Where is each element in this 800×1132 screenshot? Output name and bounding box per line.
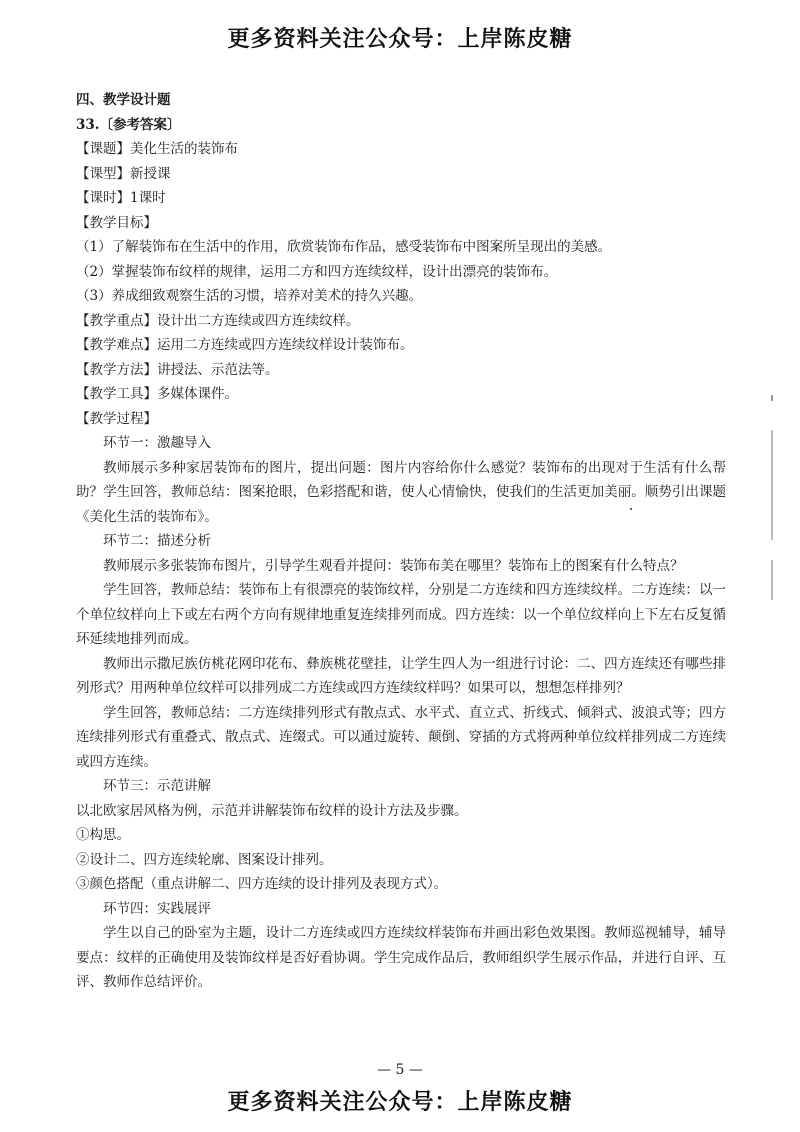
document-body xyxy=(76,88,726,995)
step3-paragraph: 以北欧家居风格为例，示范并讲解装饰布纹样的设计方法及步骤。 xyxy=(76,802,468,819)
goal-1: （1）了解装饰布在生活中的作用，欣赏装饰布作品，感受装饰布中图案所呈现出的美感。 xyxy=(76,239,612,255)
step4-title: 环节四：实践展评 xyxy=(103,900,211,917)
lesson-type: 【课型】新授课 xyxy=(76,165,171,182)
footer-banner: 更多资料关注公众号：上岸陈皮糖 xyxy=(227,1090,573,1115)
difficulty: 【教学难点】运用二方连续或四方连续纹样设计装饰布。 xyxy=(76,337,414,353)
goal-3: （3）养成细致观察生活的习惯，培养对美术的持久兴趣。 xyxy=(76,288,423,304)
step1-paragraph: 教师展示多种家居装饰布的图片，提出问题：图片内容给你什么感觉？装饰布的出现对于生活有什么帮助？学生回答，教师总结：图案抢眼，色彩搭配和谐，使人心情愉快，使我们的生活更加美丽。顺势引出课题《美化生活的装饰布》。 xyxy=(76,459,726,525)
step2-paragraph-4: 学生回答，教师总结：二方连续排列形式有散点式、水平式、直立式、折线式、倾斜式、波浪式等；四方连续排列形式有重叠式、散点式、连缀式。可以通过旋转、颠倒、穿插的方式将两种单位纹样排列成二方连续或四方连续。 xyxy=(76,704,726,770)
step4-paragraph: 学生以自己的卧室为主题，设计二方连续或四方连续纹样装饰布并画出彩色效果图。教师巡视辅导，辅导要点：纹样的正确使用及装饰纹样是否好看协调。学生完成作品后，教师组织学生展示作品，并进行自评、互评、教师作总结评价。 xyxy=(76,925,726,990)
key-point: 【教学重点】设计出二方连续或四方连续纹样。 xyxy=(76,312,360,329)
question-number: 33.〔参考答案〕 xyxy=(76,116,181,133)
goals-heading: 【教学目标】 xyxy=(76,214,157,231)
step2-paragraph-1: 教师展示多张装饰布图片，引导学生观看并提问：装饰布美在哪里？装饰布上的图案有什么特点？ xyxy=(103,557,684,574)
step3-item-2: ②设计二、四方连续轮廓、图案设计排列。 xyxy=(76,851,333,868)
step1-title: 环节一：激趣导入 xyxy=(103,435,211,451)
header-banner: 更多资料关注公众号：上岸陈皮糖 xyxy=(227,27,573,52)
page-number: — 5 — xyxy=(377,1062,423,1078)
step2-paragraph-3: 教师出示撒尼族仿桃花网印花布、彝族桃花壁挂，让学生四人为一组进行讨论：二、四方连续还有哪些排列形式？用两种单位纹样可以排列成二方连续或四方连续纹样吗？如果可以，想想怎样排列？ xyxy=(76,655,726,696)
step2-paragraph-2: 学生回答，教师总结：装饰布上有很漂亮的装饰纹样，分别是二方连续和四方连续纹样。二方连续：以一个单位纹样向上下或左右两个方向有规律地重复连续排列而成。四方连续：以一个单位纹样向上下左右反复循环延续地排列而成。 xyxy=(76,582,726,647)
lesson-topic: 【课题】美化生活的装饰布 xyxy=(76,141,238,157)
methods: 【教学方法】讲授法、示范法等。 xyxy=(76,361,279,378)
scan-artifact xyxy=(771,560,773,600)
section-title: 四、教学设计题 xyxy=(76,92,171,108)
scan-speck xyxy=(630,508,632,510)
step3-title: 环节三：示范讲解 xyxy=(103,778,211,794)
process-heading: 【教学过程】 xyxy=(76,410,157,427)
step3-item-1: ①构思。 xyxy=(76,827,130,843)
lesson-hours: 【课时】1课时 xyxy=(76,190,166,206)
tools: 【教学工具】多媒体课件。 xyxy=(76,386,238,402)
step3-item-3: ③颜色搭配（重点讲解二、四方连续的设计排列及表现方式）。 xyxy=(76,876,448,892)
scan-artifact xyxy=(771,430,773,540)
goal-2: （2）掌握装饰布纹样的规律，运用二方和四方连续纹样，设计出漂亮的装饰布。 xyxy=(76,263,558,280)
step2-title: 环节二：描述分析 xyxy=(103,533,211,549)
scan-artifact xyxy=(771,395,773,401)
